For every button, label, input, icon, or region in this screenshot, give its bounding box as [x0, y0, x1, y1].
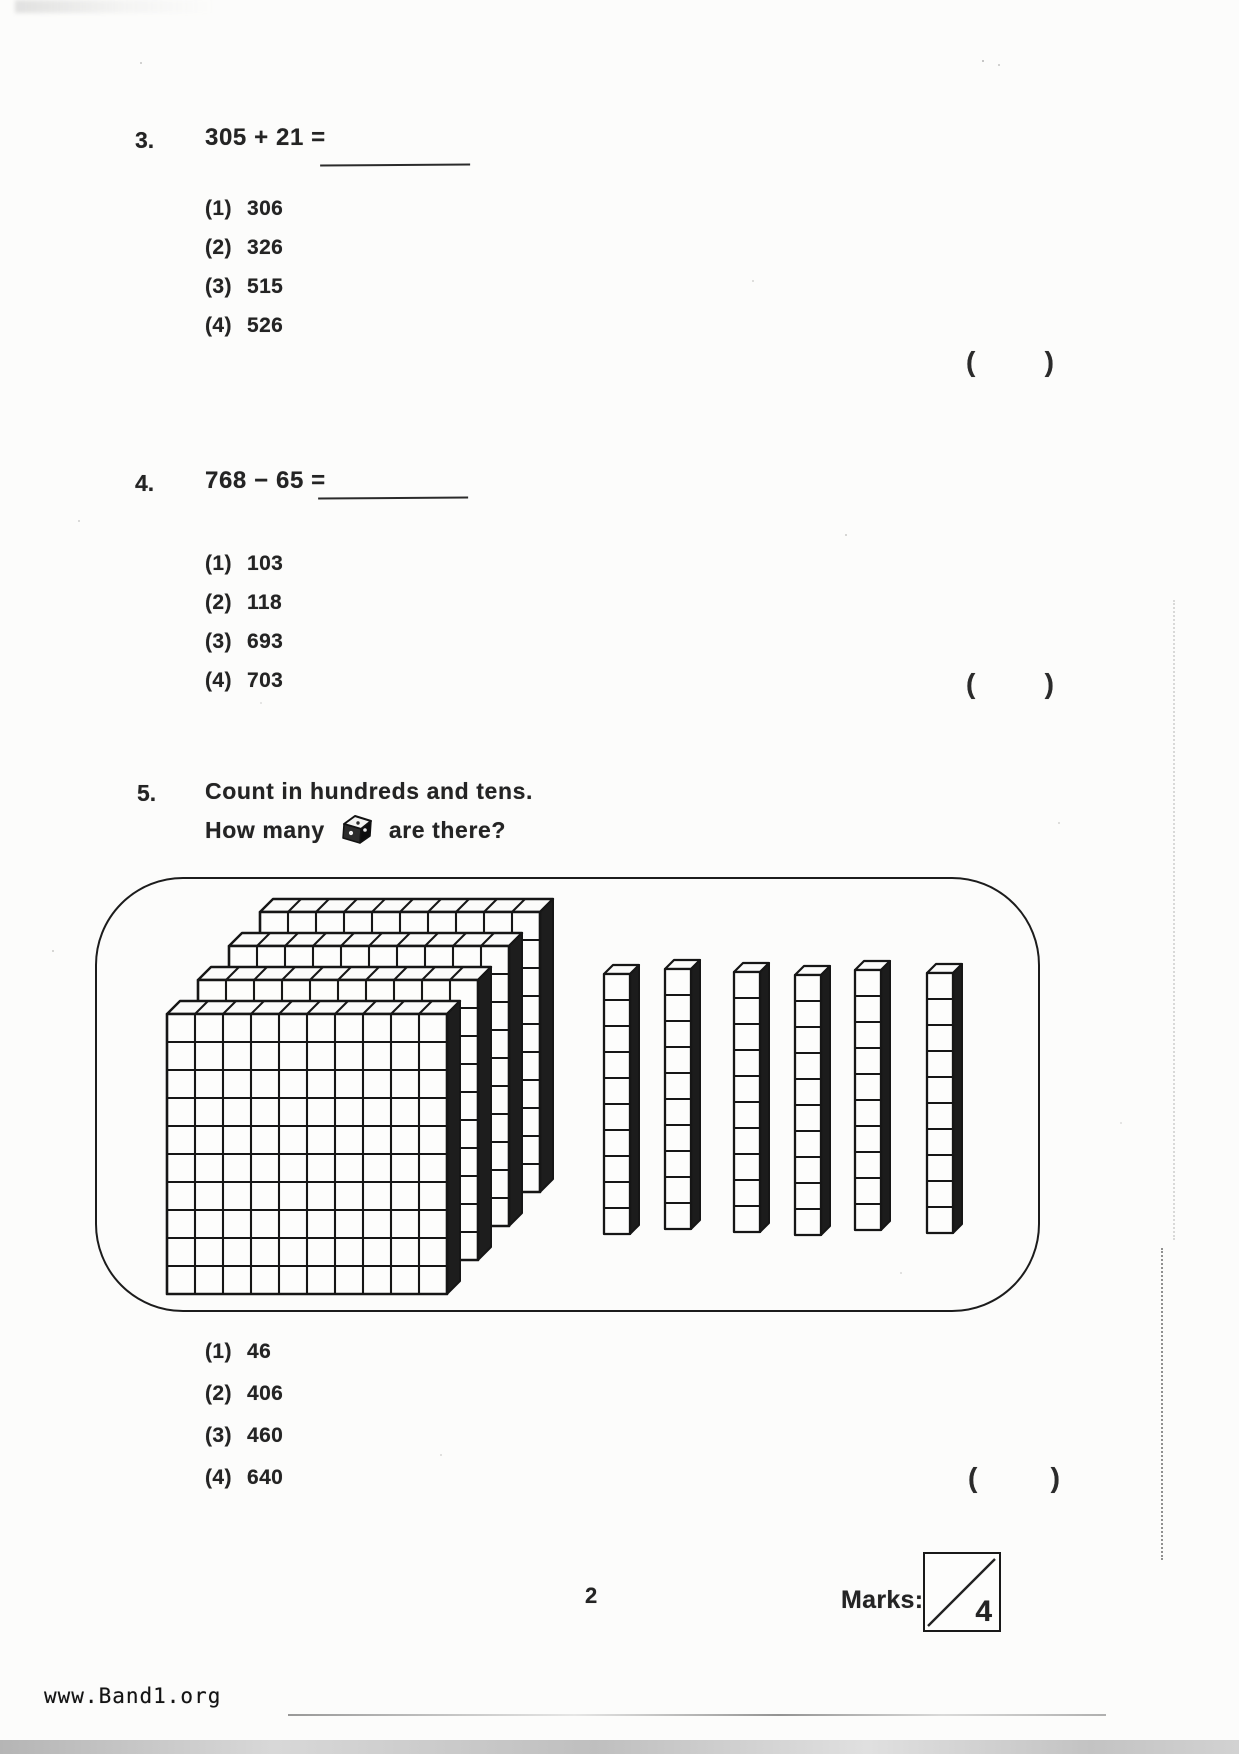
option-label: (3): [205, 275, 232, 298]
option-1: [205, 552, 283, 576]
option-value: 640: [247, 1466, 284, 1489]
answer-brackets: [966, 346, 1054, 378]
question-number: 3.: [135, 127, 155, 153]
option-1: [205, 1340, 283, 1364]
bracket-close: ): [1050, 1462, 1060, 1493]
option-label: (3): [205, 630, 232, 653]
bracket-open: (: [966, 346, 976, 377]
options-list: [205, 552, 283, 708]
option-4: [205, 1466, 283, 1490]
options-list: [205, 197, 283, 353]
bottom-scan-bar: [0, 1740, 1239, 1754]
question-prompt-line1: Count in hundreds and tens.: [205, 778, 533, 804]
option-label: (1): [205, 552, 232, 575]
bracket-open: (: [968, 1462, 978, 1493]
option-value: 526: [247, 314, 284, 337]
option-3: [205, 275, 283, 299]
question-prompt: 305 + 21 =: [205, 124, 326, 151]
prompt-after-icon: are there?: [388, 816, 507, 843]
answer-blank-line: [318, 459, 468, 499]
option-value: 406: [247, 1382, 284, 1405]
option-value: 693: [247, 630, 284, 653]
option-2: [205, 591, 283, 615]
scan-dotted-line: [1161, 1248, 1163, 1560]
option-2: [205, 236, 283, 260]
option-value: 103: [247, 552, 284, 575]
scan-line-artifact: [288, 1714, 1106, 1716]
scan-dotted-line-faint: [1173, 600, 1175, 1240]
answer-blank-line: [320, 125, 470, 166]
option-value: 306: [247, 197, 284, 220]
marks-box: [923, 1552, 1001, 1632]
option-value: 703: [247, 669, 284, 692]
option-4: [205, 314, 283, 338]
bracket-open: (: [966, 668, 976, 699]
option-label: (4): [205, 669, 232, 692]
scan-noise: [140, 62, 142, 64]
bracket-close: ): [1044, 346, 1054, 377]
question-number: 4.: [135, 470, 155, 496]
option-3: [205, 1424, 283, 1448]
option-3: [205, 630, 283, 654]
footer-website: www.Band1.org: [44, 1684, 222, 1708]
option-4: [205, 669, 283, 693]
option-label: (2): [205, 591, 232, 614]
page-number: 2: [585, 1583, 598, 1608]
option-label: (1): [205, 1340, 232, 1363]
option-label: (2): [205, 1382, 232, 1405]
bracket-close: ): [1044, 668, 1054, 699]
option-label: (1): [205, 197, 232, 220]
base-ten-blocks-figure: [97, 879, 1038, 1310]
option-label: (2): [205, 236, 232, 259]
option-label: (4): [205, 314, 232, 337]
option-value: 46: [247, 1340, 272, 1363]
option-label: (4): [205, 1466, 232, 1489]
question-prompt-line2: [205, 812, 506, 848]
prompt-before-icon: How many: [205, 816, 325, 843]
marks-label: Marks:: [841, 1586, 924, 1614]
option-value: 515: [247, 275, 284, 298]
option-1: [205, 197, 283, 221]
option-label: (3): [205, 1424, 232, 1447]
options-list: [205, 1340, 283, 1508]
answer-brackets: [968, 1462, 1060, 1494]
option-value: 118: [247, 591, 283, 614]
scan-smudge: [15, 0, 215, 13]
answer-brackets: [966, 668, 1054, 700]
option-value: 460: [247, 1424, 284, 1447]
base-ten-cube-icon: [337, 812, 377, 848]
question-prompt: 768 − 65 =: [205, 467, 326, 494]
question-number: 5.: [137, 780, 157, 806]
blocks-panel: [95, 877, 1040, 1312]
option-2: [205, 1382, 283, 1406]
marks-total: 4: [975, 1595, 992, 1628]
option-value: 326: [247, 236, 284, 259]
